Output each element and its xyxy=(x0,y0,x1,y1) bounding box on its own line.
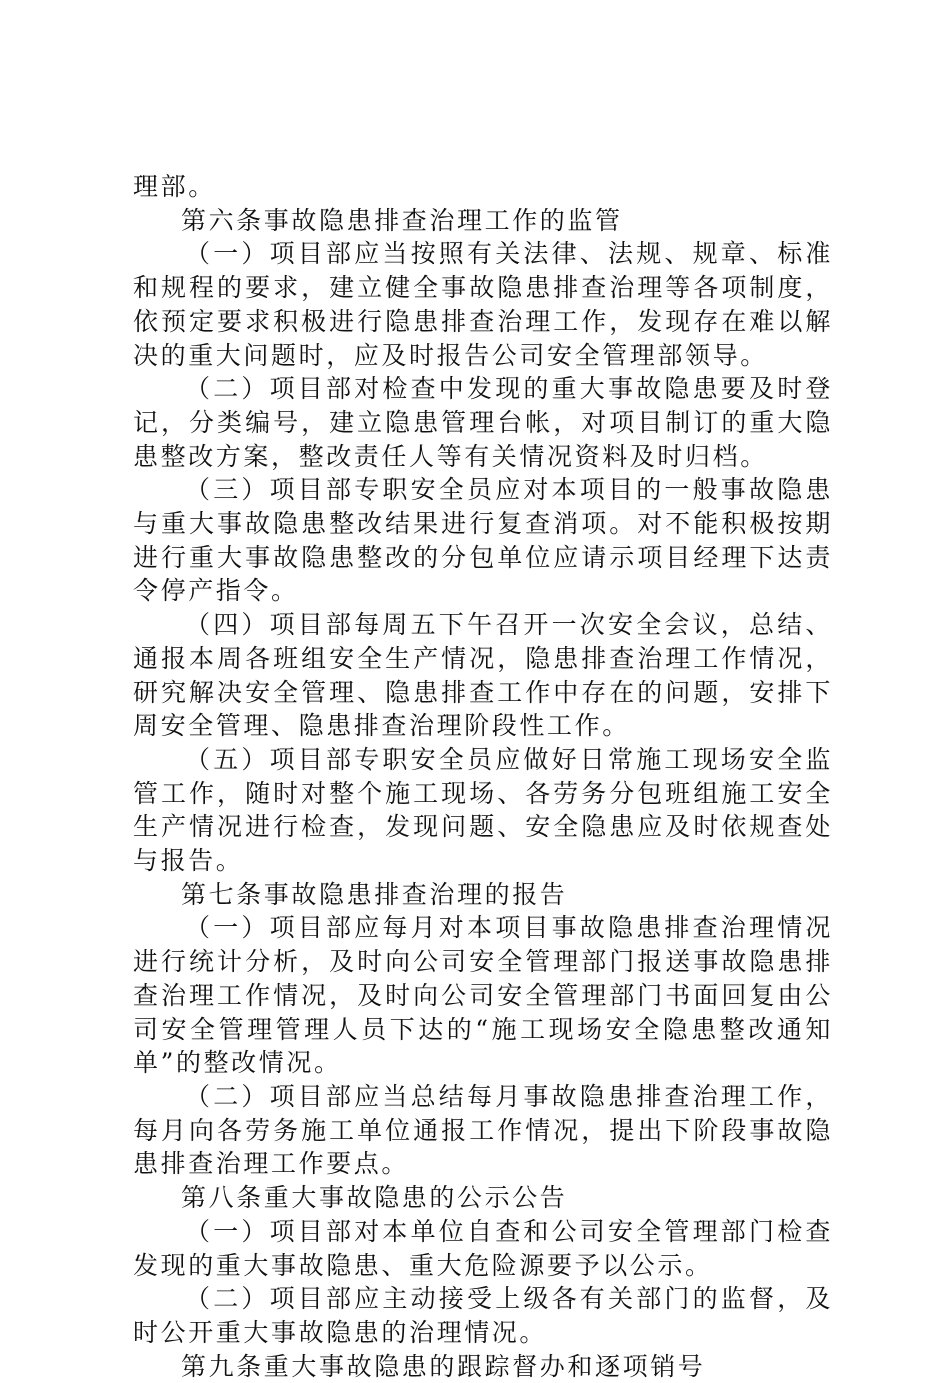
article-7-clause-1: （一）项目部应每月对本项目事故隐患排查治理情况进行统计分析，及时向公司安全管理部门报送事故隐患排查治理工作情况，及时向公司安全管理部门书面回复由公司安全管理管理人员下达的“施工现场安全隐患整改通知单”的整改情况。 xyxy=(133,913,833,1078)
article-6-clause-1: （一）项目部应当按照有关法律、法规、规章、标准和规程的要求，建立健全事故隐患排查治理等各项制度，依预定要求积极进行隐患排查治理工作，发现存在难以解决的重大问题时，应及时报告公司安全管理部领导。 xyxy=(133,239,833,370)
article-7-heading: 第七条事故隐患排查治理的报告 xyxy=(181,879,568,909)
article-7-clause-2: （二）项目部应当总结每月事故隐患排查治理工作，每月向各劳务施工单位通报工作情况，提出下阶段事故隐患排查治理工作要点。 xyxy=(133,1081,833,1179)
article-6-clause-2: （二）项目部对检查中发现的重大事故隐患要及时登记，分类编号，建立隐患管理台帐，对项目制订的重大隐患整改方案，整改责任人等有关情况资料及时归档。 xyxy=(133,374,833,471)
paragraph-continuation: 理部。 xyxy=(133,172,216,201)
article-6-clause-3: （三）项目部专职安全员应对本项目的一般事故隐患与重大事故隐患整改结果进行复查消项。对不能积极按期进行重大事故隐患整改的分包单位应请示项目经理下达责令停产指令。 xyxy=(133,475,833,606)
article-8-clause-1: （一）项目部对本单位自查和公司安全管理部门检查发现的重大事故隐患、重大危险源要予以公示。 xyxy=(133,1216,833,1280)
article-6-clause-4: （四）项目部每周五下午召开一次安全会议，总结、通报本周各班组安全生产情况，隐患排查治理工作情况，研究解决安全管理、隐患排查工作中存在的问题，安排下周安全管理、隐患排查治理阶段性工作。 xyxy=(133,610,833,741)
article-8-heading: 第八条重大事故隐患的公示公告 xyxy=(181,1183,568,1213)
document-body xyxy=(133,170,833,1383)
article-6-clause-5: （五）项目部专职安全员应做好日常施工现场安全监管工作，随时对整个施工现场、各劳务分包班组施工安全生产情况进行检查，发现问题、安全隐患应及时依规查处与报告。 xyxy=(133,744,833,876)
article-8-clause-2: （二）项目部应主动接受上级各有关部门的监督，及时公开重大事故隐患的治理情况。 xyxy=(133,1284,833,1347)
article-9-heading: 第九条重大事故隐患的跟踪督办和逐项销号 xyxy=(181,1351,706,1381)
article-6-heading: 第六条事故隐患排查治理工作的监管 xyxy=(181,205,623,235)
